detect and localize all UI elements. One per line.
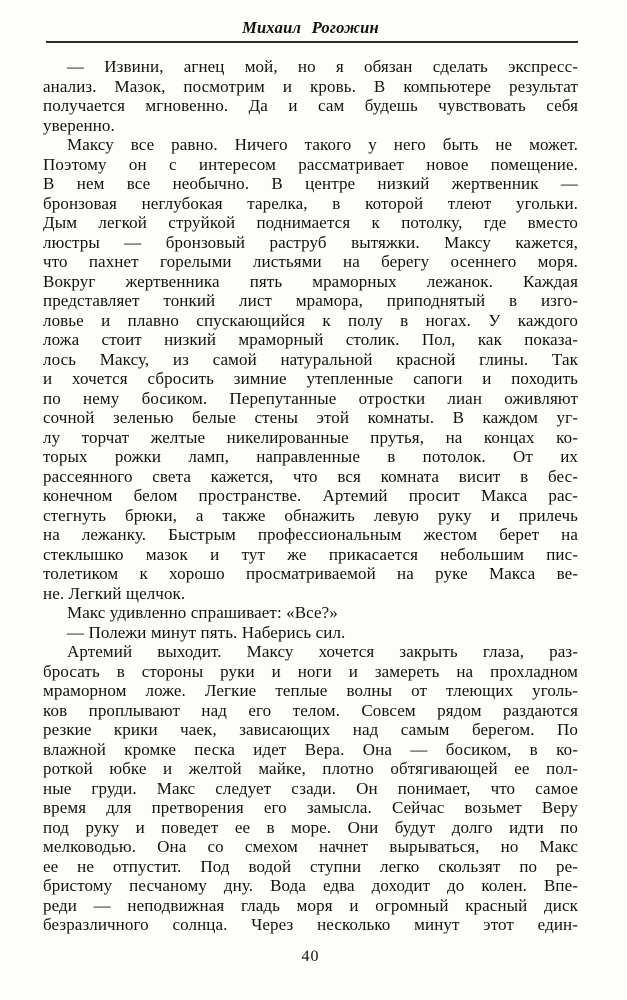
text-line: рассеянного света кажется, что вся комната висит в бес- [43,466,578,486]
paragraph [43,642,578,935]
text-line: на лежанку. Быстрым профессиональным жестом берет на [43,525,578,544]
text-line: роткой юбке и желтой майке, плотно обтягивающей ее пол- [43,759,578,778]
text-line: не. Легкий щелчок. [43,583,186,603]
header-rule [46,41,578,43]
text-line: анализ. Мазок, посмотрим и кровь. В компьютере результат [43,76,578,96]
text-line: бронзовая неглубокая тарелка, в которой тлеют угольки. [43,193,578,213]
text-line: мраморном ложе. Легкие теплые волны от тлеющих уголь- [43,681,578,700]
body-text [43,57,578,935]
text-line: Макс удивленно спрашивает: «Все?» [67,603,338,622]
text-line: представляет тонкий лист мрамора, приподнятый в изго- [43,291,578,310]
text-line: конечном белом пространстве. Артемий просит Макса рас- [43,486,578,505]
text-line: влажной кромке песка идет Вера. Она — босиком, в ко- [43,739,578,759]
author-name: Михаил Рогожин [242,18,379,37]
text-line: что пахнет горелыми листьями на берегу осеннего моря. [43,252,578,271]
paragraph [43,57,578,135]
text-line: торых рожки ламп, направленные в потолок. От их [43,447,578,466]
text-line: ее не отпустит. Под водой ступни легко скользят по ре- [43,856,578,876]
text-line: ков проплывают над его телом. Совсем рядом раздаются [43,700,578,720]
text-line: Вокруг жертвенника пять мраморных лежанок. Каждая [43,271,578,291]
text-line: бристому песчаному дну. Вода едва доходит до колен. Впе- [43,876,578,895]
text-line: толетиком к хорошо просматриваемой на руке Макса ве- [43,564,578,583]
page-footer [43,948,578,966]
text-line: Артемий выходит. Максу хочется закрыть глаза, раз- [67,642,578,661]
text-line: под руку и поведет ее в море. Они будут долго идти по [43,817,578,837]
text-line: стегнуть брюки, а также обнажить левую руку и прилечь [43,505,578,525]
text-line: лось Максу, из самой натуральной красной глины. Так [43,349,578,369]
text-line: время для претворения его замысла. Сейчас возьмет Веру [43,798,578,817]
running-header [43,18,578,38]
text-line: ложа стоит низкий мраморный столик. Пол, как показа- [43,330,578,349]
text-line: Дым легкой струйкой поднимается к потолку, где вместо [43,213,578,232]
text-line: реди — неподвижная гладь моря и огромный красный диск [43,895,578,915]
text-line: мелководью. Она со смехом начнет вырываться, но Макс [43,837,578,856]
text-line: получается мгновенно. Да и сам будешь чувствовать себя [43,96,578,115]
text-line: сочной зеленью белые стены этой комнаты. В каждом уг- [43,408,578,427]
text-line: ные груди. Макс следует сзади. Он понимает, что самое [43,778,578,798]
text-line: — Извини, агнец мой, но я обязан сделать экспресс- [67,57,578,76]
text-line: и хочется сбросить зимние утепленные сапоги и походить [43,369,578,388]
text-line: безразличного солнца. Через несколько минут этот един- [43,915,578,934]
text-line: В нем все необычно. В центре низкий жертвенник — [43,174,578,193]
paragraph [43,135,578,603]
text-line: Поэтому он с интересом рассматривает новое помещение. [43,154,578,174]
text-line: — Полежи минут пять. Наберись сил. [67,622,346,642]
text-line: уверенно. [43,115,115,135]
text-line: ловье и плавно спускающийся к полу в ногах. У каждого [43,310,578,330]
text-line: люстры — бронзовый раструб вытяжки. Максу кажется, [43,232,578,252]
text-line: лу торчат желтые никелированные прутья, на концах ко- [43,427,578,447]
page-number: 40 [301,948,320,965]
text-line: резкие крики чаек, зависающих над самым берегом. По [43,720,578,739]
text-line: стеклышко мазок и тут же прикасается небольшим пис- [43,544,578,564]
text-line: бросать в стороны руки и ноги и замереть на прохладном [43,661,578,681]
paragraph [43,603,578,623]
text-line: Максу все равно. Ничего такого у него быть не может. [67,135,578,154]
paragraph [43,623,578,643]
text-line: по нему босиком. Перепутанные отростки лиан оживляют [43,388,578,408]
